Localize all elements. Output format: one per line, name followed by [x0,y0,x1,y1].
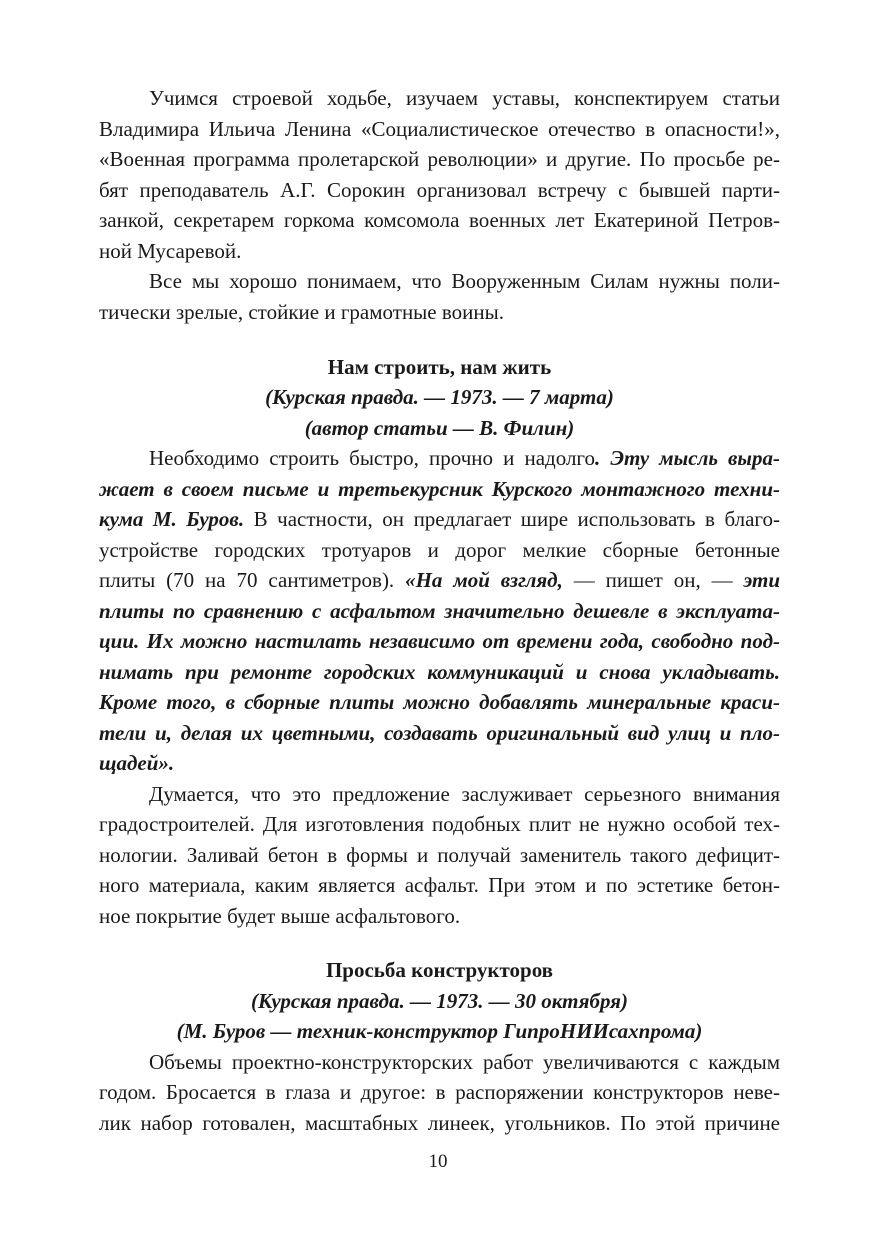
intro-line-3: «Военная программа пролетарской революции» и другие. По просьбе ре- [99,147,780,171]
article1-line-15: ного материала, каким является асфальт. При этом и по эстетике бетон- [99,873,780,897]
a1-l1-plain: Необходимо строить быстро, прочно и надолго [149,446,596,470]
article1-line-9: Кроме того, в сборные плиты можно добавлять минеральные краси- [99,690,780,714]
article1-line-8: нимать при ремонте городских коммуникаций и снова укладывать. [99,660,780,684]
intro-line-5: занкой, секретарем горкома комсомола военных лет Екатериной Петров- [99,208,780,232]
article1-line-11: щадей». [99,751,175,775]
a1-l5-plain-b: — пишет он, — [562,568,744,592]
article2-line-1: Объемы проектно-конструкторских работ увеличиваются с каждым [149,1050,780,1074]
article1-author: (автор статьи — В. Филин) [304,416,575,440]
article1-line-13: градостроителей. Для изготовления подобных плит не нужно особой тех- [99,812,780,836]
intro-line-6: ной Мусаревой. [99,239,242,263]
article1-title: Нам строить, нам жить [327,355,552,379]
intro-line-7: Все мы хорошо понимаем, что Вооруженным Силам нужны поли- [149,269,780,293]
article1-line-3 [99,504,780,534]
intro-line-8: тически зрелые, стойкие и грамотные воины. [99,300,504,324]
article1-line-10: тели и, делая их цветными, создавать оригинальный вид улиц и пло- [99,721,780,745]
article1-line-1 [149,443,780,473]
article1-line-4: устройстве городских тротуаров и дорог мелкие сборные бетонные [99,538,780,562]
intro-line-1: Учимся строевой ходьбе, изучаем уставы, конспектируем статьи [149,86,780,110]
a1-l3-plain: В частности, он предлагает шире использовать в благо- [244,507,780,531]
article2-source: (Курская правда. — 1973. — 30 октября) [250,989,628,1013]
article2-line-3: лик набор готовален, масштабных линеек, угольников. По этой причине [99,1111,780,1135]
a1-l5-bold-b: эти [743,568,780,592]
article1-line-14: нологии. Заливай бетон в формы и получай заменитель такого дефицит- [99,843,780,867]
intro-line-2: Владимира Ильича Ленина «Социалистическое отечество в опасности!», [99,117,780,141]
a1-l5-bold-a: «На мой взгляд, [405,568,563,592]
article2-title: Просьба конструкторов [325,958,554,982]
intro-line-4: бят преподаватель А.Г. Сорокин организовал встречу с бывшей парти- [99,178,780,202]
article1-line-16: ное покрытие будет выше асфальтового. [99,904,461,928]
article2-line-2: годом. Бросается в глаза и другое: в распоряжении конструкторов неве- [99,1080,780,1104]
a1-l1-bold: . Эту мысль выра- [595,446,780,470]
a1-l3-bold: кума М. Буров. [99,507,245,531]
page-number: 10 [428,1151,448,1172]
article1-line-5 [99,565,780,595]
article2-author: (М. Буров — техник-конструктор ГипроНИИсахпрома) [176,1019,703,1043]
article1-line-12: Думается, что это предложение заслуживает серьезного внимания [149,782,780,806]
a1-l5-plain: плиты (70 на 70 сантиметров). [99,568,406,592]
article1-source: (Курская правда. — 1973. — 7 марта) [265,385,614,409]
article1-line-6: плиты по сравнению с асфальтом значительно дешевле в эксплуата- [99,599,780,623]
article1-line-2: жает в своем письме и третьекурсник Курского монтажного техни- [99,477,780,501]
text-column [99,0,780,1150]
article1-line-7: ции. Их можно настилать независимо от времени года, свободно под- [99,629,780,653]
